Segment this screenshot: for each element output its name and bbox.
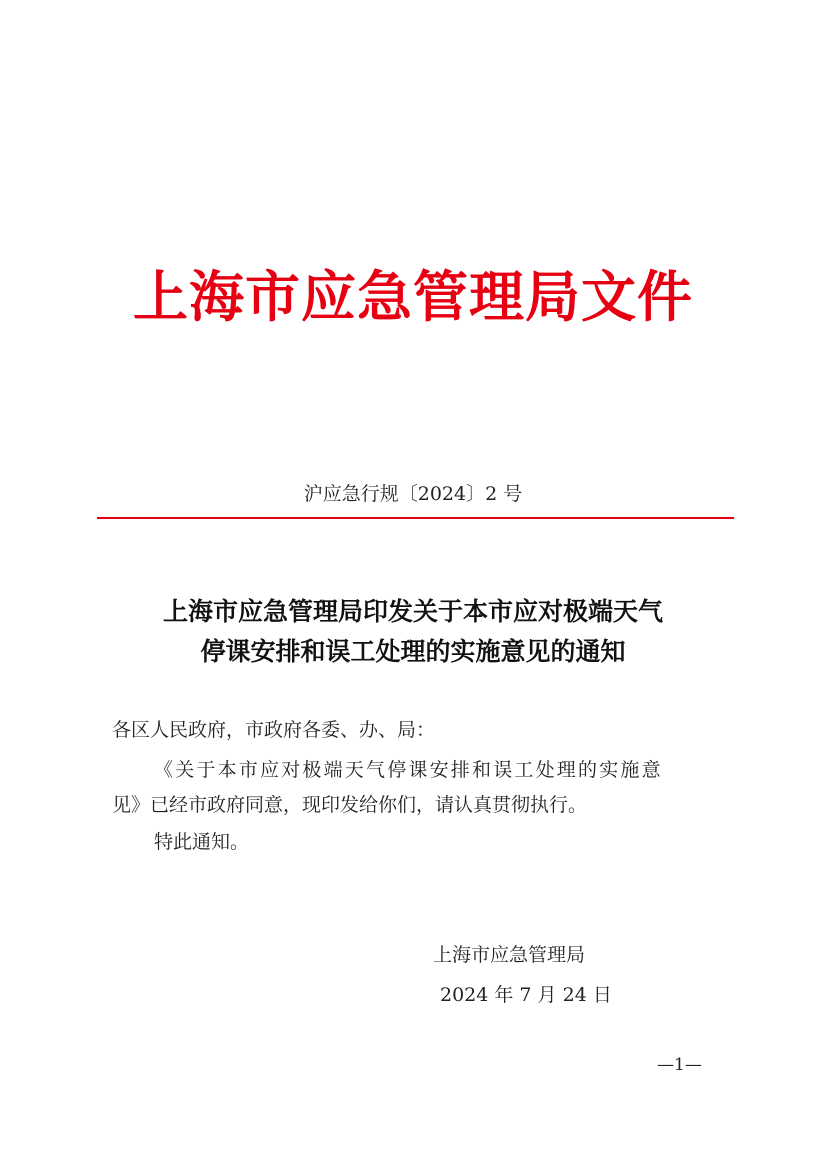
body-paragraph-line-2: 见》已经市政府同意，现印发给你们，请认真贯彻执行。 [112,794,588,816]
document-title-line-2: 停课安排和误工处理的实施意见的通知 [200,637,626,666]
page-number: —1— [657,1055,702,1075]
red-divider-line [97,517,734,519]
document-title-line-1: 上海市应急管理局印发关于本市应对极端天气 [162,597,663,626]
masthead-title: 上海市应急管理局文件 [132,265,693,329]
salutation: 各区人民政府，市政府各委、办、局： [112,719,436,741]
closing-line: 特此通知。 [154,831,250,853]
issue-date: 2024 年 7 月 24 日 [440,984,612,1006]
issuer-signature: 上海市应急管理局 [433,944,586,966]
document-number: 沪应急行规〔2024〕2 号 [303,483,523,505]
body-paragraph-line-1: 《关于本市应对极端天气停课安排和误工处理的实施意 [154,759,663,781]
